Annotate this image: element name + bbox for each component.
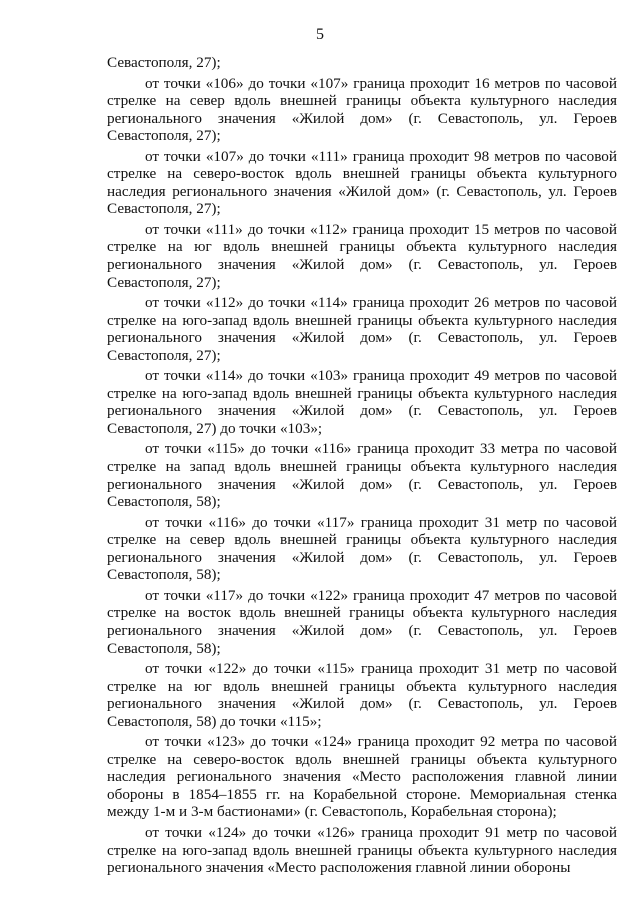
boundary-segment-paragraph: от точки «115» до точки «116» граница проходит 33 метра по часовой стрелке на запад вдоль внешней границы объекта культурного наследия регионального значения «Жилой дом» (г. Севастополь, ул. Героев Севастополя, 58); bbox=[107, 440, 617, 511]
boundary-segment-paragraph: от точки «114» до точки «103» граница проходит 49 метров по часовой стрелке на юго-запад вдоль внешней границы объекта культурного наследия регионального значения «Жилой дом» (г. Севастополь, ул. Героев Севастополя, 27) до точки «103»; bbox=[107, 367, 617, 437]
boundary-segment-paragraph: от точки «116» до точки «117» граница проходит 31 метр по часовой стрелке на север вдоль внешней границы объекта культурного наследия регионального значения «Жилой дом» (г. Севастополь, ул. Героев Севастополя, 58); bbox=[107, 513, 617, 584]
boundary-segment-paragraph: от точки «107» до точки «111» граница проходит 98 метров по часовой стрелке на северо-восток вдоль внешней границы объекта культурного наследия регионального значения «Жилой дом» (г. Севастополь, ул. Героев Севастополя, 27); bbox=[107, 147, 617, 218]
document-body bbox=[107, 54, 617, 877]
boundary-segment-paragraph: от точки «117» до точки «122» граница проходит 47 метров по часовой стрелке на восток вдоль внешней границы объекта культурного наследия регионального значения «Жилой дом» (г. Севастополь, ул. Героев Севастополя, 58); bbox=[107, 586, 617, 657]
boundary-segment-paragraph: от точки «112» до точки «114» граница проходит 26 метров по часовой стрелке на юго-запад вдоль внешней границы объекта культурного наследия регионального значения «Жилой дом» (г. Севастополь, ул. Героев Севастополя, 27); bbox=[107, 294, 617, 364]
boundary-segment-paragraph: от точки «122» до точки «115» граница проходит 31 метр по часовой стрелке на юг вдоль внешней границы объекта культурного наследия регионального значения «Жилой дом» (г. Севастополь, ул. Героев Севастополя, 58) до точки «115»; bbox=[107, 660, 617, 730]
boundary-segment-paragraph: от точки «123» до точки «124» граница проходит 92 метра по часовой стрелке на северо-восток вдоль внешней границы объекта культурного наследия регионального значения «Место расположения главной линии обороны в 1854–1855 гг. на Корабельной стороне. Мемориальная стенка между 1-м и 3-м бастионами» (г. Севастополь, Корабельная сторона); bbox=[107, 733, 617, 821]
continuation-line: Севастополя, 27); bbox=[107, 54, 221, 71]
boundary-segment-paragraph: от точки «106» до точки «107» граница проходит 16 метров по часовой стрелке на север вдоль внешней границы объекта культурного наследия регионального значения «Жилой дом» (г. Севастополь, ул. Героев Севастополя, 27); bbox=[107, 74, 617, 145]
boundary-segment-paragraph: от точки «111» до точки «112» граница проходит 15 метров по часовой стрелке на юг вдоль внешней границы объекта культурного наследия регионального значения «Жилой дом» (г. Севастополь, ул. Героев Севастополя, 27); bbox=[107, 220, 617, 291]
page-number: 5 bbox=[316, 26, 324, 43]
boundary-segment-paragraph: от точки «124» до точки «126» граница проходит 91 метр по часовой стрелке на юго-запад вдоль внешней границы объекта культурного наследия регионального значения «Место расположения главной линии обороны bbox=[107, 823, 617, 877]
